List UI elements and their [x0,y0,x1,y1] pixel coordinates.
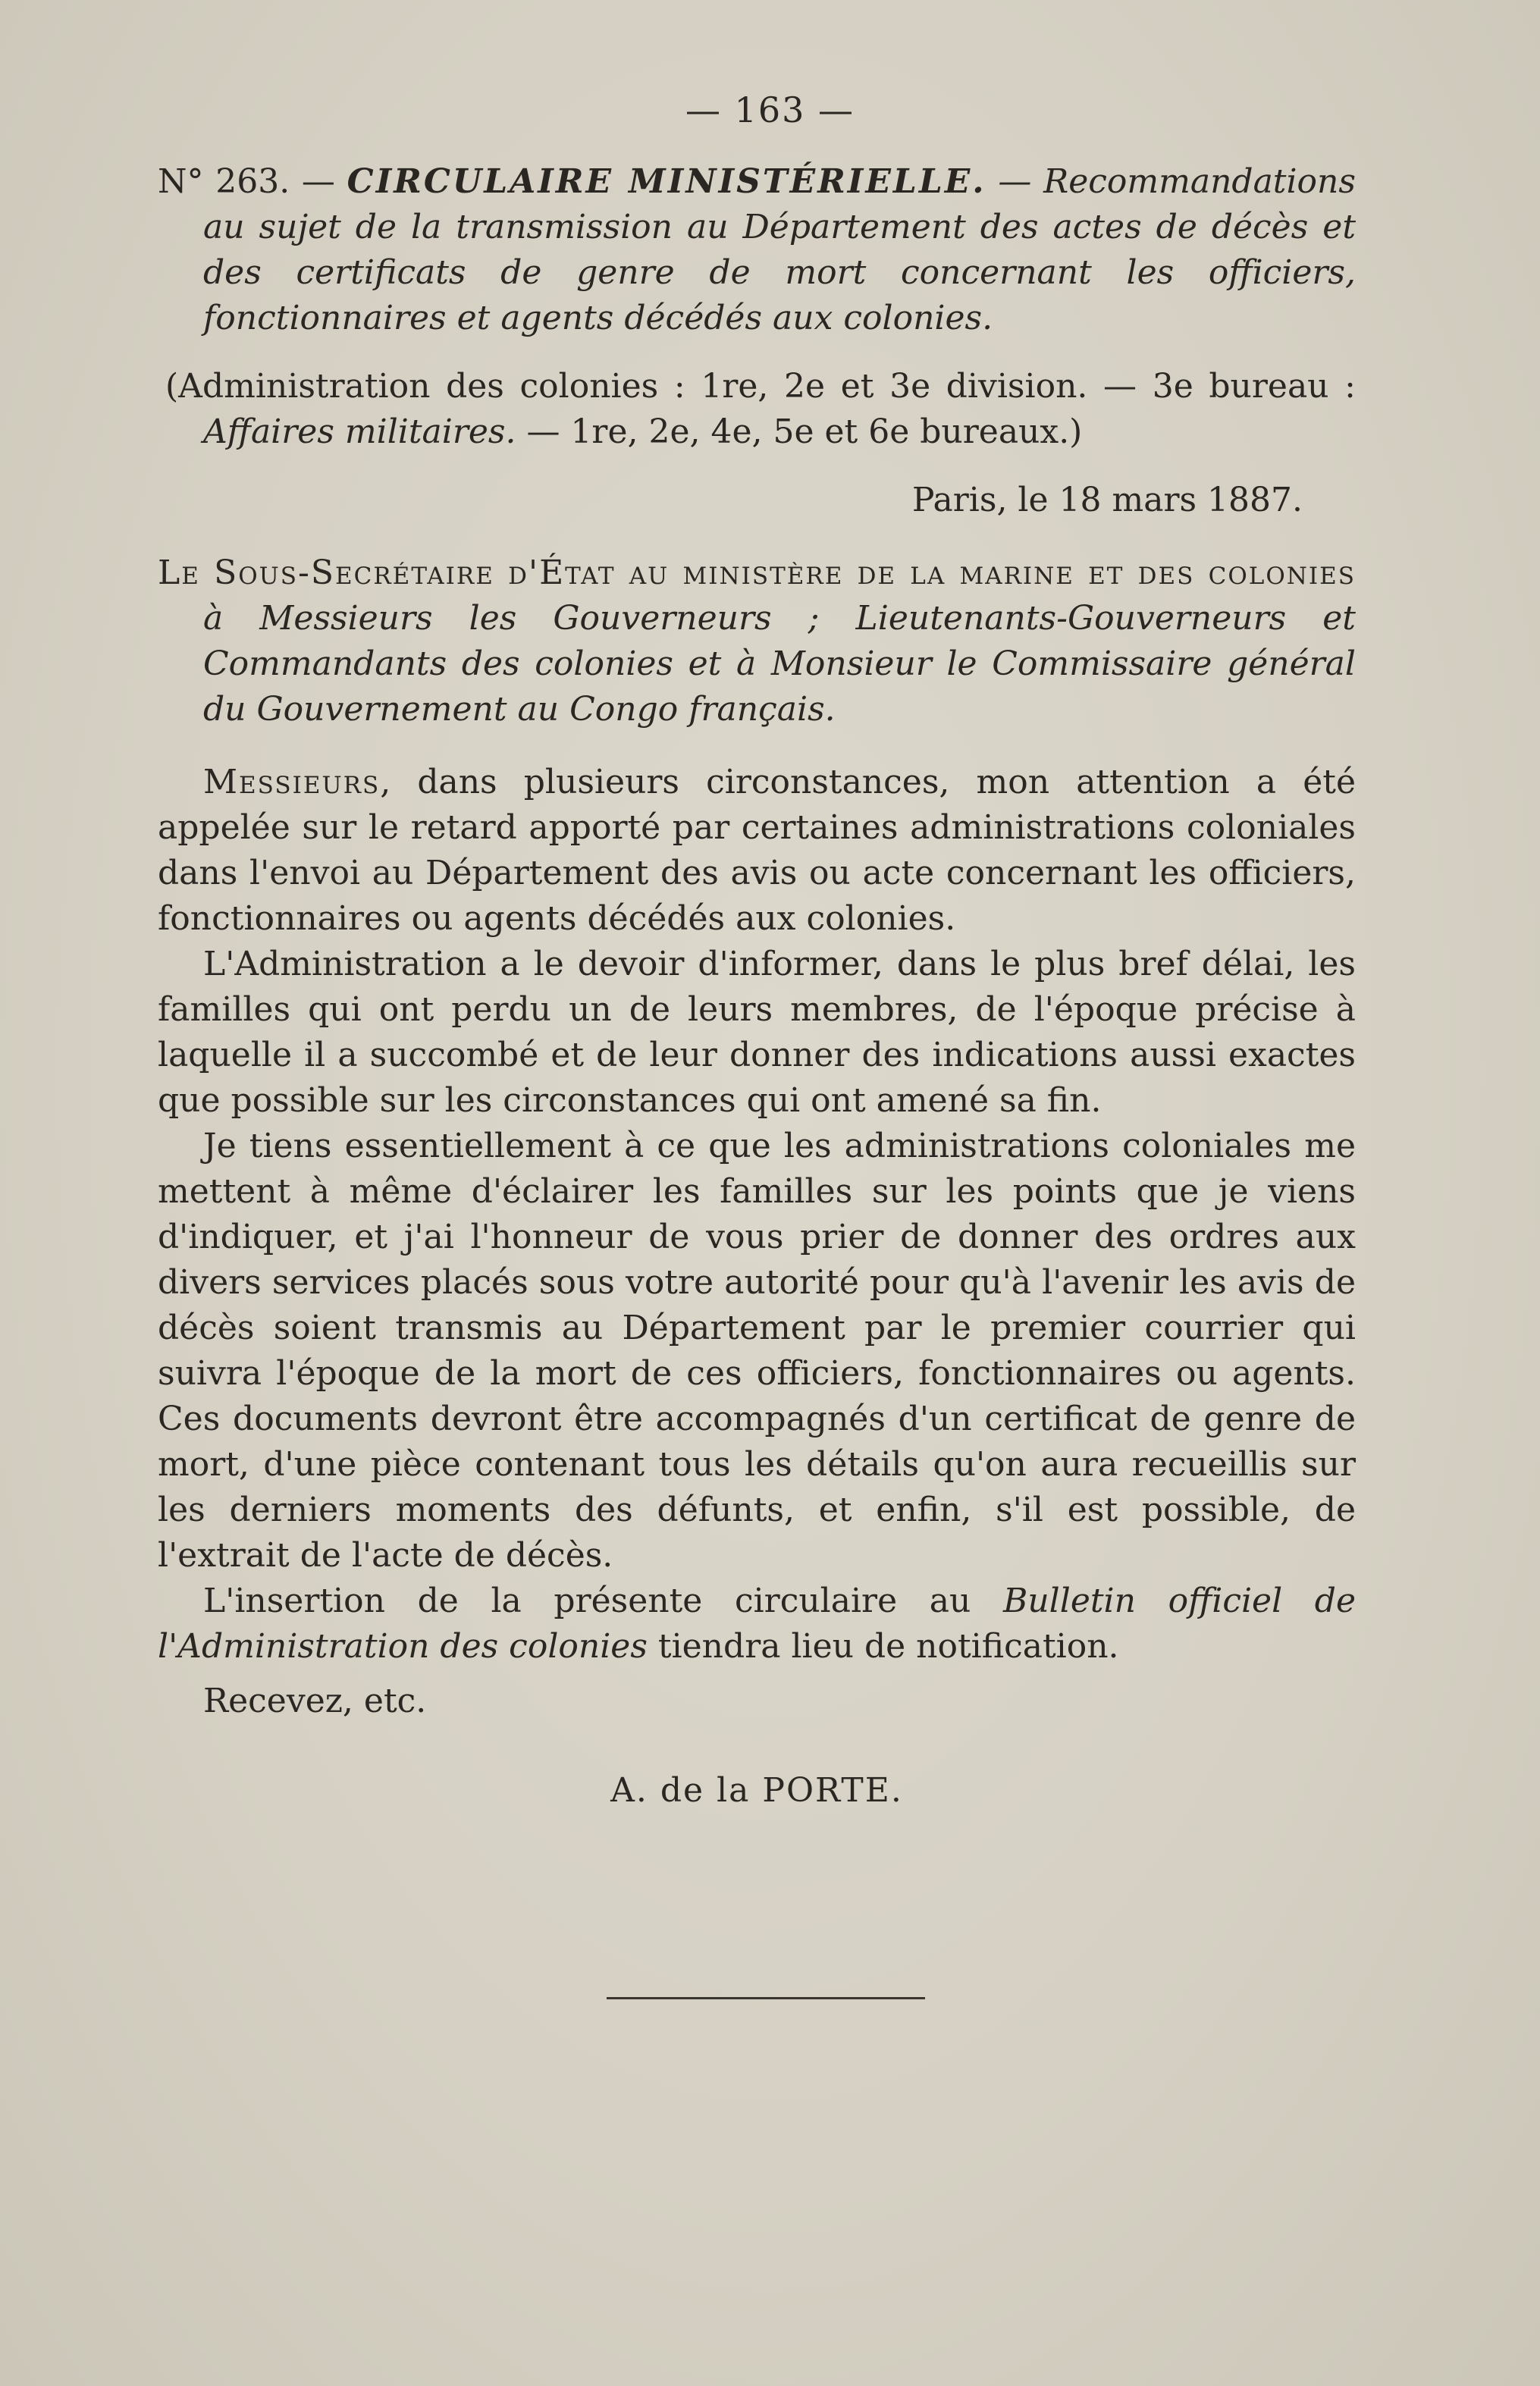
administration-line-2: — 1re, 2e, 4e, 5e et 6e bureaux.) [516,412,1083,451]
sender: Le Sous-Secrétaire d'État au ministère de la marine et des colonies [158,553,1356,592]
recipients: à Messieurs les Gouverneurs ; Lieutenants-Gouverneurs et Commandants des colonies et à Monsieur le Commissaire général du Gouvernement au Congo français. [203,599,1356,729]
circular-heading: CIRCULAIRE MINISTÉRIELLE. [347,162,986,201]
salutation-lead: Messieurs [203,763,381,801]
page-number: — 163 — [685,89,855,130]
paragraph-4 [158,1579,1356,1670]
paragraph-1-text: , dans plusieurs circonstances, mon attention a été appelée sur le retard apporté par certaines administrations coloniales dans l'envoi au Département des avis ou acte concernant les officiers, fonctionnaires ou agents décédés aux colonies. [158,763,1356,938]
bulletin-title: Bulletin officiel de l'Administration des colonies [158,1582,1356,1666]
closing-rule [607,1997,925,1999]
letter-date: Paris, le 18 mars 1887. [911,481,1303,519]
paragraph-4-end: tiendra lieu de notification. [647,1627,1119,1666]
circular-number: N° 263. [158,162,290,201]
administration-line-1: (Administration des colonies : 1re, 2e et 3e division. — 3e bureau : [165,367,1356,406]
administration-affaires: Affaires militaires. [203,412,516,451]
signature: A. de la PORTE. [610,1771,903,1810]
title-dash: — [290,162,347,201]
paragraph-4-start: L'insertion de la présente circulaire au [203,1582,1003,1620]
document-body [158,159,1356,1814]
circular-title [158,159,1356,341]
circular-description: — Recommandations au sujet de la transmission au Département des actes de décès et des certificats de genre de mort concernant les officiers, fonctionnaires et agents décédés aux colonies. [203,162,1356,337]
addressee-block [158,550,1356,732]
closing-formula: Recevez, etc. [203,1682,427,1720]
paragraph-2: L'Administration a le devoir d'informer, dans le plus bref délai, les familles qui ont perdu un de leurs membres, de l'époque précise à laquelle il a succombé et de leur donner des indications aussi exactes que possible sur les circonstances qui ont amené sa fin. [158,945,1356,1120]
paragraph-1 [158,760,1356,942]
paragraph-3: Je tiens essentiellement à ce que les administrations coloniales me mettent à même d'éclairer les familles sur les points que je viens d'indiquer, et j'ai l'honneur de vous prier de donner des ordres aux divers services placés sous votre autorité pour qu'à l'avenir les avis de décès soient transmis au Département par le premier courrier qui suivra l'époque de la mort de ces officiers, fonctionnaires ou agents. Ces documents devront être accompagnés d'un certificat de genre de mort, d'une pièce contenant tous les détails qu'on aura recueillis sur les derniers moments des défunts, et enfin, s'il est possible, de l'extrait de l'acte de décès. [158,1127,1356,1575]
administration-note [158,364,1356,455]
